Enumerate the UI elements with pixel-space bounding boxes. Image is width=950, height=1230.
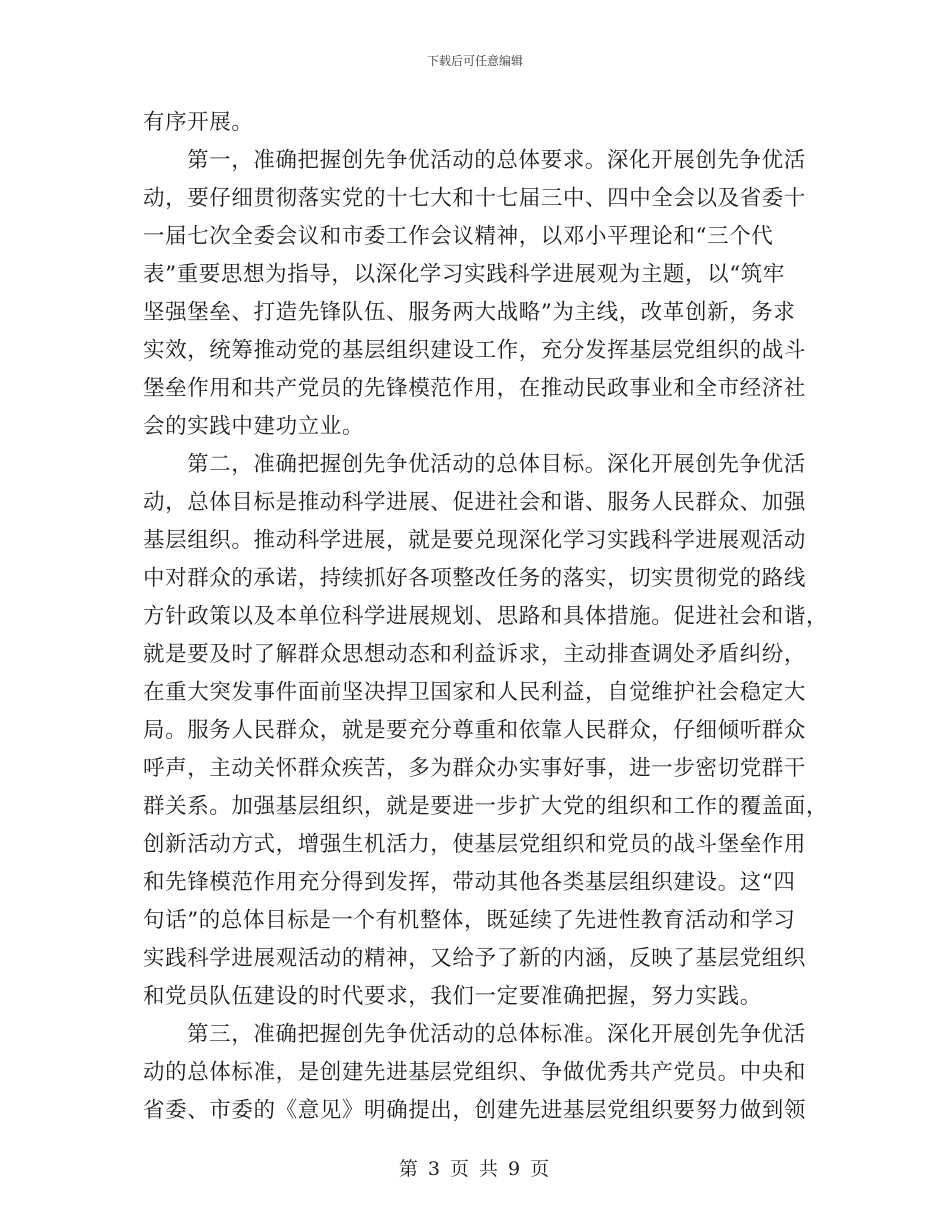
text-line: 在重大突发事件面前坚决捍卫国家和人民利益，自觉维护社会稳定大 bbox=[143, 680, 807, 705]
text-line: 表”重要思想为指导，以深化学习实践科学进展观为主题，以“筑牢 bbox=[143, 262, 785, 287]
text-line: 省委、市委的《意见》明确提出，创建先进基层党组织要努力做到领 bbox=[143, 1098, 807, 1123]
text-line: 呼声，主动关怀群众疾苦，多为群众办实事好事，进一步密切党群干 bbox=[143, 756, 807, 781]
text-line: 有序开展。 bbox=[143, 110, 254, 135]
text-line: 实践科学进展观活动的精神，又给予了新的内涵，反映了基层党组织 bbox=[143, 946, 807, 971]
text-line: 坚强堡垒、打造先锋队伍、服务两大战略”为主线，改革创新，务求 bbox=[143, 300, 796, 325]
paragraph-first-line: 第一，准确把握创先争优活动的总体要求。深化开展创先争优活 bbox=[187, 148, 806, 173]
text-line: 基层组织。推动科学进展，就是要兑现深化学习实践科学进展观活动 bbox=[143, 528, 807, 553]
text-line: 群关系。加强基层组织，就是要进一步扩大党的组织和工作的覆盖面， bbox=[143, 794, 829, 819]
page-number: 第 3 页 共 9 页 bbox=[398, 1158, 552, 1180]
paragraph-first-line: 第三，准确把握创先争优活动的总体标准。深化开展创先争优活 bbox=[187, 1022, 806, 1047]
text-line: 堡垒作用和共产党员的先锋模范作用，在推动民政事业和全市经济社 bbox=[143, 376, 807, 401]
text-line: 一届七次全委会议和市委工作会议精神，以邓小平理论和“三个代 bbox=[143, 224, 774, 249]
text-line: 实效，统筹推动党的基层组织建设工作，充分发挥基层党组织的战斗 bbox=[143, 338, 807, 363]
text-line: 和先锋模范作用充分得到发挥，带动其他各类基层组织建设。这“四 bbox=[143, 870, 796, 895]
text-line: 动的总体标准，是创建先进基层党组织、争做优秀共产党员。中央和 bbox=[143, 1060, 807, 1085]
text-line: 方针政策以及本单位科学进展规划、思路和具体措施。促进社会和谐， bbox=[143, 604, 829, 629]
text-line: 句话”的总体目标是一个有机整体，既延续了先进性教育活动和学习 bbox=[143, 908, 796, 933]
text-line: 就是要及时了解群众思想动态和利益诉求，主动排查调处矛盾纠纷， bbox=[143, 642, 807, 667]
text-line: 局。服务人民群众，就是要充分尊重和依靠人民群众，仔细倾听群众 bbox=[143, 718, 807, 743]
text-line: 创新活动方式，增强生机活力，使基层党组织和党员的战斗堡垒作用 bbox=[143, 832, 807, 857]
text-line: 会的实践中建功立业。 bbox=[143, 414, 365, 439]
text-line: 中对群众的承诺，持续抓好各项整改任务的落实，切实贯彻党的路线 bbox=[143, 566, 807, 591]
page-header: 下载后可任意编辑 bbox=[426, 54, 523, 68]
paragraph-first-line: 第二，准确把握创先争优活动的总体目标。深化开展创先争优活 bbox=[187, 452, 806, 477]
text-line: 动，总体目标是推动科学进展、促进社会和谐、服务人民群众、加强 bbox=[143, 490, 807, 515]
text-line: 和党员队伍建设的时代要求，我们一定要准确把握，努力实践。 bbox=[143, 984, 762, 1009]
text-line: 动，要仔细贯彻落实党的十七大和十七届三中、四中全会以及省委十 bbox=[143, 186, 807, 211]
